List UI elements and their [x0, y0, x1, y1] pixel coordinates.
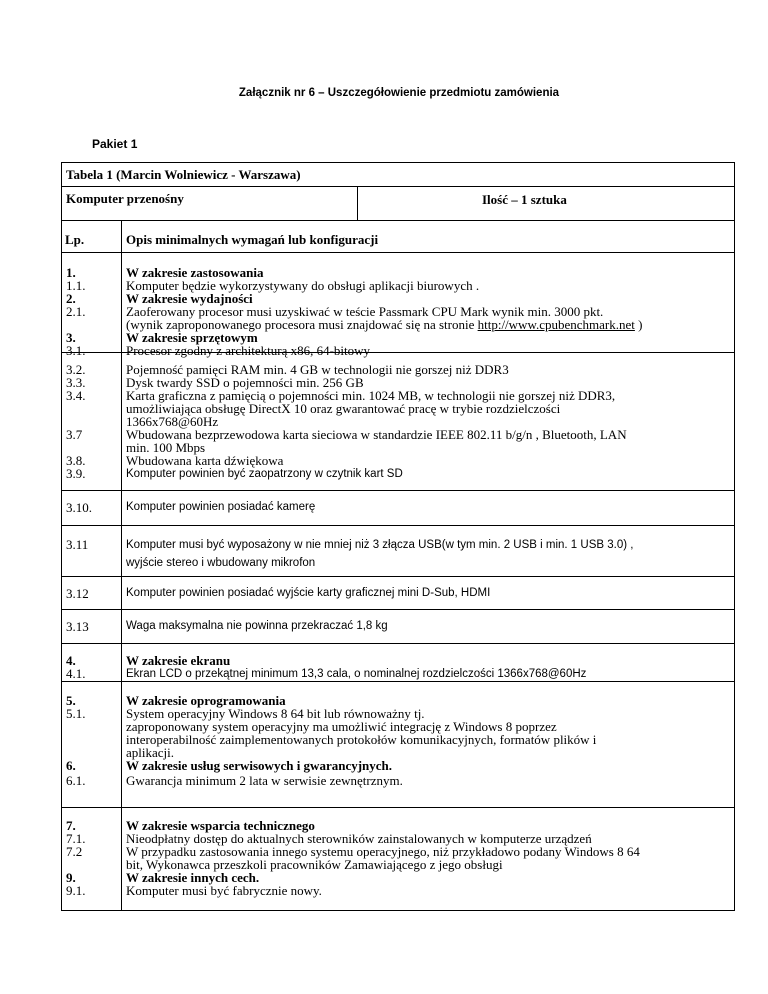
row-text: wyjście stereo i wbudowany mikrofon — [126, 557, 316, 569]
row-text: (wynik zaproponowanego procesora musi znajdować się na stronie — [126, 317, 478, 332]
block-hardware-details — [62, 353, 734, 491]
table-row — [66, 666, 734, 681]
row-number: 3.3. — [66, 375, 86, 390]
row-number: 9.1. — [66, 883, 86, 898]
row-number: 3.1. — [66, 343, 86, 358]
row-text: Gwarancja minimum 2 lata w serwisie zewnętrznym. — [126, 773, 403, 788]
package-label: Pakiet 1 — [92, 137, 138, 151]
row-text: aplikacji. — [126, 745, 175, 760]
table-row-continuation — [122, 554, 734, 572]
row-number: 2.1. — [66, 304, 86, 319]
table-row — [66, 773, 734, 788]
row-text: Zaoferowany procesor musi uzyskiwać w teście Passmark CPU Mark wynik min. 3000 pkt. — [126, 304, 604, 319]
row-text: W zakresie sprzętowym — [126, 330, 258, 345]
row-text: min. 100 Mbps — [126, 440, 206, 455]
block-support-other — [62, 808, 734, 910]
row-number: 3.11 — [66, 537, 89, 552]
row-number: 3.8. — [66, 453, 86, 468]
row-text: Komputer powinien posiadać wyjście karty graficznej mini D-Sub, HDMI — [126, 587, 491, 599]
table-row — [66, 427, 734, 442]
row-number: 4.1. — [66, 666, 86, 681]
row-text: Komputer powinien być zaopatrzony w czytnik kart SD — [126, 468, 403, 480]
row-number: 7.2 — [66, 844, 83, 859]
quantity-cell — [358, 187, 734, 220]
row-text: Pojemność pamięci RAM min. 4 GB w technologii nie gorszej niż DDR3 — [126, 362, 509, 377]
row-weight — [62, 610, 734, 644]
row-text: Komputer musi być wyposażony w nie mniej niż 3 złącza USB(w tym min. 2 USB i min. 1 USB 3.0) , — [126, 539, 634, 551]
row-number: 1.1. — [66, 278, 86, 293]
column-header-row — [62, 221, 734, 253]
table-title-row — [62, 163, 734, 187]
row-text: bit, Wykonawca przeszkoli pracowników Zamawiającego z jego obsługi — [126, 857, 503, 872]
specification-table — [61, 162, 735, 911]
row-text: interoperabilność zaimplementowanych protokołów komunikacyjnych, formatów plików i — [126, 732, 597, 747]
row-number: 7. — [66, 818, 76, 833]
row-text: W zakresie zastosowania — [126, 265, 264, 280]
table-row — [66, 653, 734, 668]
row-number: 3. — [66, 330, 76, 345]
row-text: W zakresie ekranu — [126, 653, 231, 668]
quantity: Ilość – 1 sztuka — [482, 192, 567, 207]
row-number: 3.9. — [66, 466, 86, 481]
row-text: Wbudowana karta dźwiękowa — [126, 453, 284, 468]
row-text: W zakresie usług serwisowych i gwarancyjnych. — [126, 758, 393, 773]
item-name: Komputer przenośny — [66, 191, 184, 206]
row-number: 3.13 — [66, 619, 89, 634]
lp-header: Lp. — [65, 232, 85, 247]
table-row — [66, 758, 734, 773]
row-text: W zakresie innych cech. — [126, 870, 260, 885]
row-number: 1. — [66, 265, 76, 280]
row-number: 4. — [66, 653, 76, 668]
row-number: 6. — [66, 758, 76, 773]
lp-header-cell — [62, 221, 122, 252]
row-text: W zakresie wydajności — [126, 291, 253, 306]
row-text: ) — [634, 317, 643, 332]
row-text: Komputer powinien posiadać kamerę — [126, 501, 316, 513]
row-text: 1366x768@60Hz — [126, 414, 219, 429]
page-heading: Załącznik nr 6 – Uszczegółowienie przedmiotu zamówienia — [238, 87, 560, 99]
row-number: 5. — [66, 693, 76, 708]
row-camera — [62, 491, 734, 526]
row-number: 3.10. — [66, 500, 92, 515]
row-text: Nieodpłatny dostęp do aktualnych sterowników zainstalowanych w komputerze urządzeń — [126, 831, 592, 846]
row-number: 7.1. — [66, 831, 86, 846]
benchmark-link[interactable]: http://www.cpubenchmark.net — [477, 317, 635, 332]
table-row — [66, 883, 734, 898]
row-number: 3.12 — [66, 586, 89, 601]
description-header: Opis minimalnych wymagań lub konfiguracji — [126, 232, 379, 247]
row-text: Komputer będzie wykorzystywany do obsługi aplikacji biurowych . — [126, 278, 480, 293]
row-text: Waga maksymalna nie powinna przekraczać 1,8 kg — [126, 620, 388, 632]
table-row — [66, 536, 734, 554]
block-usage-performance-hardware — [62, 253, 734, 358]
table-row — [66, 500, 734, 515]
row-text: W przypadku zastosowania innego systemu operacyjnego, niż przykładowo podany Windows 8 64 — [126, 844, 640, 859]
table-title: Tabela 1 (Marcin Wolniewicz - Warszawa) — [66, 167, 301, 182]
row-number: 2. — [66, 291, 76, 306]
row-graphics-output — [62, 577, 734, 610]
item-row — [62, 187, 734, 221]
row-text: W zakresie oprogramowania — [126, 693, 286, 708]
item-name-cell — [62, 187, 358, 220]
row-number: 3.7 — [66, 427, 83, 442]
row-text: zaproponowany system operacyjny ma umożliwić integrację z Windows 8 poprzez — [126, 719, 557, 734]
row-number: 5.1. — [66, 706, 86, 721]
row-text: W zakresie wsparcia technicznego — [126, 818, 315, 833]
row-text: Dysk twardy SSD o pojemności min. 256 GB — [126, 375, 364, 390]
row-text: umożliwiająca obsługę DirectX 10 oraz gwarantować pracę w trybie rozdzielczości — [126, 401, 561, 416]
block-screen — [62, 644, 734, 682]
block-software-service — [62, 682, 734, 808]
row-text: System operacyjny Windows 8 64 bit lub równoważny tj. — [126, 706, 425, 721]
row-text: Karta graficzna z pamięcią o pojemności min. 1024 MB, w technologii nie gorszej niż DDR3, — [126, 388, 616, 403]
table-row — [66, 453, 734, 468]
row-usb — [62, 526, 734, 577]
row-number: 6.1. — [66, 773, 86, 788]
row-number: 3.4. — [66, 388, 86, 403]
table-row — [66, 586, 734, 601]
row-text: Wbudowana bezprzewodowa karta sieciowa w standardzie IEEE 802.11 b/g/n , Bluetooth, LAN — [126, 427, 627, 442]
table-row — [66, 619, 734, 634]
row-number: 9. — [66, 870, 76, 885]
row-text: Komputer musi być fabrycznie nowy. — [126, 883, 322, 898]
row-text: Procesor zgodny z architekturą x86, 64-bitowy — [126, 343, 371, 358]
row-text: Ekran LCD o przekątnej minimum 13,3 cala, o nominalnej rozdzielczości 1366x768@60Hz — [126, 668, 587, 680]
table-row — [66, 466, 734, 481]
row-number: 3.2. — [66, 362, 86, 377]
table-row-continuation — [122, 733, 734, 746]
